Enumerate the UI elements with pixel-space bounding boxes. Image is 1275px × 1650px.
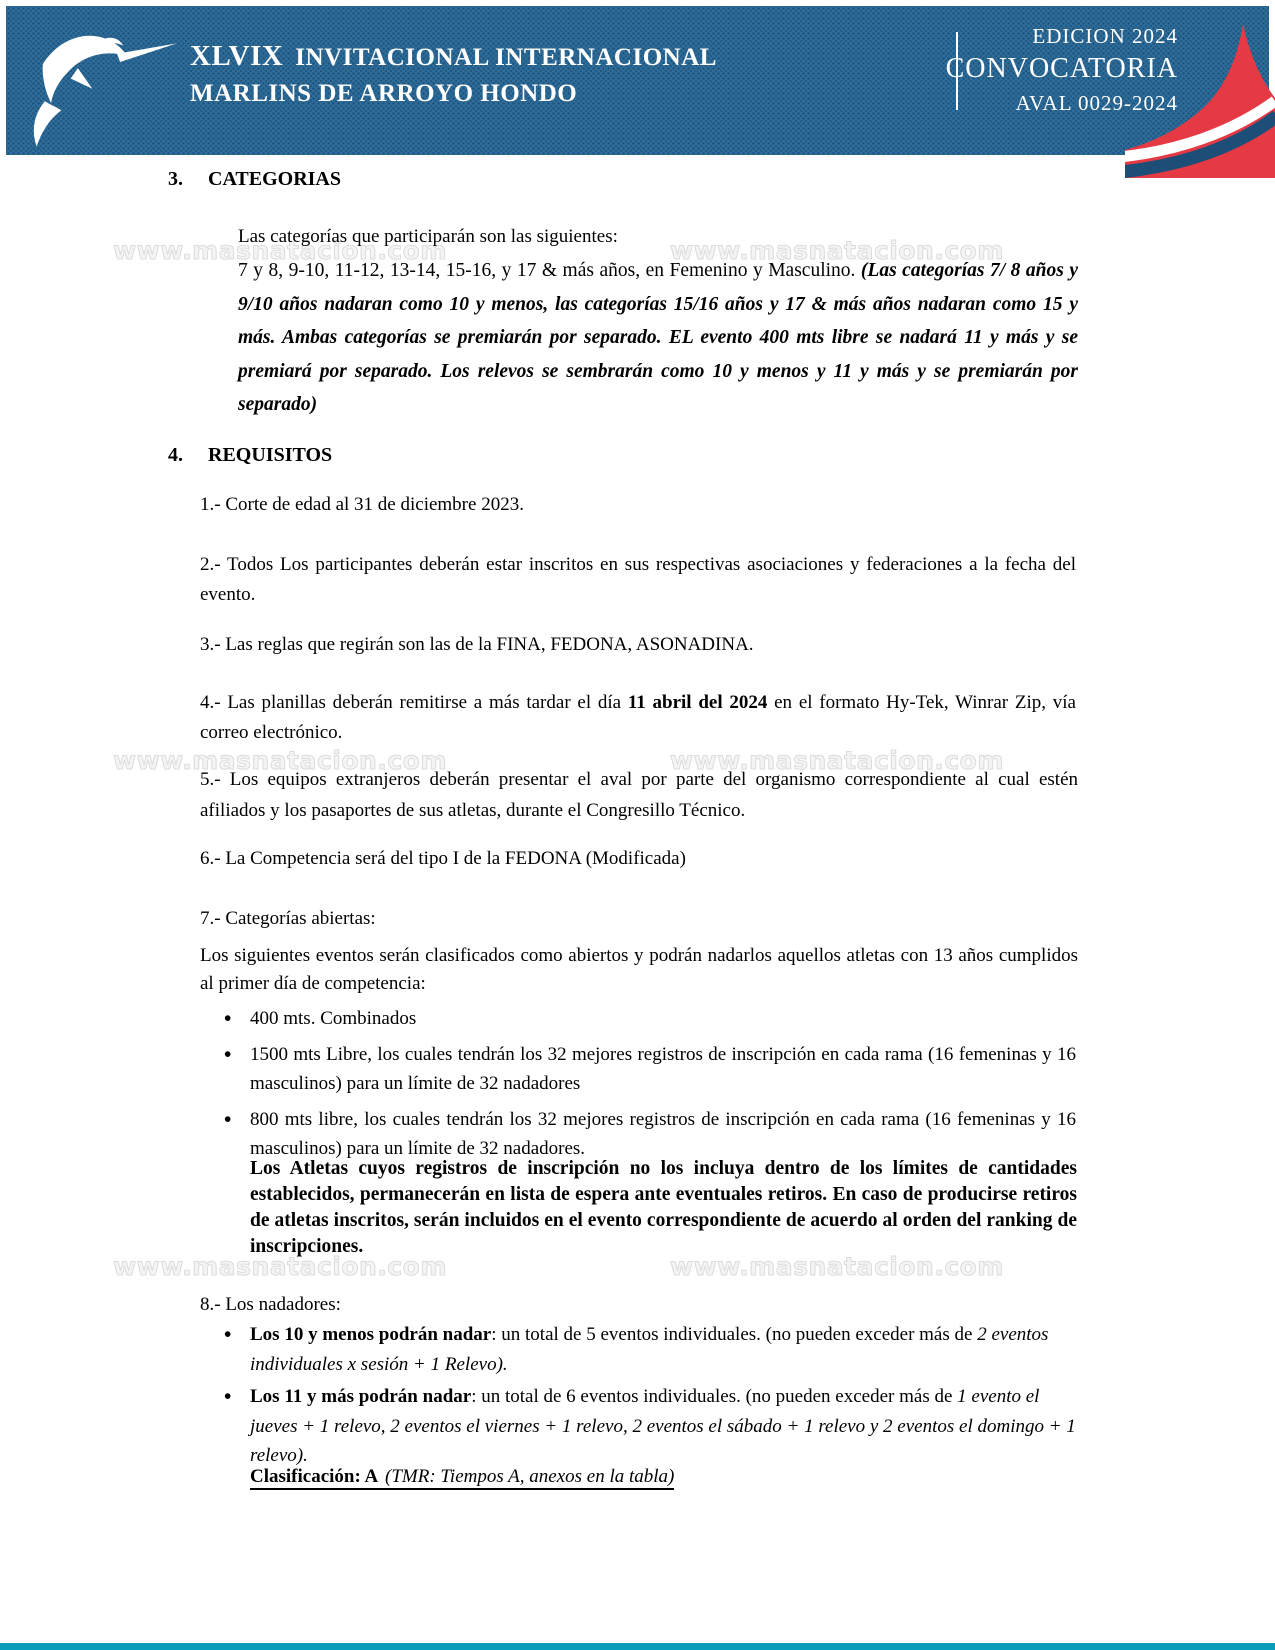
open-events-description: Los siguientes eventos serán clasificados como abiertos y podrán nadarlos aquellos atletas con 13 años cumplidos al primer día de competencia: — [200, 945, 1078, 994]
deadline-date: 11 abril del 2024 — [627, 692, 768, 713]
aval-number: AVAL 0029-2024 — [1015, 91, 1178, 115]
rule-bold: Los 10 y menos podrán nadar — [250, 1324, 492, 1345]
rule-text: : un total de 6 eventos individuales. (no pueden exceder más de — [471, 1386, 958, 1407]
list-item-10-y-menos — [222, 1320, 1078, 1379]
requirement-item-3: 3.- Las reglas que regirán son las de la FINA, FEDONA, ASONADINA. — [200, 634, 754, 655]
event-title-line1 — [190, 40, 717, 73]
watermark: www.masnatacion.com — [113, 746, 447, 775]
list-item-800-libre: • 800 mts libre, los cuales tendrán los 32 mejores registros de inscripción en cada rama (16 femeninas y 16 masculinos) para un límite de 32 nadadores. — [222, 1105, 1076, 1163]
rule-bold: Los 11 y más podrán nadar — [250, 1386, 472, 1407]
rule-detail: 1 evento el jueves + 1 relevo, 2 eventos el viernes + 1 relevo, 2 eventos el sábado + 1 relevo y 2 eventos el domingo + 1 relevo). — [250, 1386, 1076, 1466]
watermark: www.masnatacion.com — [670, 236, 1004, 265]
item4-text: 4.- Las planillas deberán remitirse a más tardar el día — [200, 692, 628, 713]
categories-paragraph — [238, 254, 1078, 422]
requirement-item-2: 2.- Todos Los participantes deberán estar inscritos en sus respectivas asociaciones y federaciones a la fecha del evento. — [200, 554, 1076, 605]
rule-detail: 2 eventos individuales x sesión + 1 Relevo). — [250, 1324, 1049, 1375]
watermark: www.masnatacion.com — [670, 1252, 1004, 1281]
section-title: CATEGORIAS — [208, 168, 341, 190]
event-name: INVITACIONAL INTERNACIONAL — [295, 44, 717, 71]
categories-list-text: 7 y 8, 9-10, 11-12, 13-14, 15-16, y 17 & más años, en Femenino y Masculino. — [238, 260, 856, 281]
classification-line — [250, 1466, 674, 1488]
header-banner — [6, 6, 1269, 155]
open-events-list — [222, 1004, 1076, 1170]
requirement-item-1: 1.- Corte de edad al 31 de diciembre 2023. — [200, 494, 524, 515]
event-title-line2: MARLINS DE ARROYO HONDO — [190, 80, 578, 107]
classification-detail: (TMR: Tiempos A, anexos en la tabla) — [380, 1466, 675, 1487]
swimmer-rules-list — [222, 1320, 1078, 1474]
classification-label: Clasificación: A — [250, 1466, 379, 1487]
item4-text-cont: en el formato Hy-Tek, Winrar Zip, vía correo electrónico. — [200, 692, 1076, 743]
event-title — [190, 40, 717, 108]
requirement-item-7: 7.- Categorías abiertas: — [200, 908, 376, 929]
section-heading-categorias — [168, 168, 341, 191]
requirement-item-5: 5.- Los equipos extranjeros deberán presentar el aval por parte del organismo correspondiente al cual estén afiliados y los pasaportes de sus atletas, durante el Congresillo Técnico. — [200, 769, 1078, 821]
watermark: www.masnatacion.com — [113, 236, 447, 265]
categories-intro: Las categorías que participarán son las siguientes: — [238, 226, 618, 247]
document-type-label: CONVOCATORIA — [945, 53, 1178, 84]
requirement-item-8: 8.- Los nadadores: — [200, 1294, 341, 1315]
categories-note-text: (Las categorías 7/ 8 años y 9/10 años nadaran como 10 y menos, las categorías 15/16 años y 17 & más años nadaran como 15 y más. Ambas categorías se premiarán por separado. EL evento 400 mts libre se nadará 11 y más y se premiará por separado. Los relevos se sembrarán como 10 y menos y 11 y más y se premiarán por separado) — [238, 260, 1078, 415]
list-item-11-y-mas — [222, 1382, 1078, 1471]
watermark: www.masnatacion.com — [670, 746, 1004, 775]
watermark: www.masnatacion.com — [113, 1252, 447, 1281]
section-title: REQUISITOS — [208, 444, 333, 466]
red-ribbon-graphic — [1125, 0, 1275, 200]
rule-text: : un total de 5 eventos individuales. (no pueden exceder más de — [491, 1324, 978, 1345]
edition-label: EDICION 2024 — [1032, 24, 1178, 48]
section-number: 3. — [168, 168, 183, 190]
section-number: 4. — [168, 444, 183, 466]
list-item-400-combinados: • 400 mts. Combinados — [222, 1004, 1076, 1033]
classification-underlined — [250, 1466, 674, 1490]
edition-roman-numeral: XLVIX — [190, 40, 284, 72]
requirement-item-4 — [200, 688, 1076, 748]
list-item-1500-libre: • 1500 mts Libre, los cuales tendrán los 32 mejores registros de inscripción en cada rama (16 femeninas y 16 masculinos) para un límite de 32 nadadores — [222, 1040, 1076, 1098]
waitlist-note: Los Atletas cuyos registros de inscripción no los incluya dentro de los límites de cantidades establecidos, permanecerán en lista de espera ante eventuales retiros. En caso de producirse retiros de atletas inscritos, serán incluidos en el evento correspondiente de acuerdo al orden del ranking de inscripciones. — [250, 1158, 1077, 1257]
requirement-item-6: 6.- La Competencia será del tipo I de la FEDONA (Modificada) — [200, 848, 686, 869]
section-heading-requisitos — [168, 444, 332, 467]
footer-bar — [0, 1643, 1275, 1650]
marlin-icon — [14, 10, 184, 150]
